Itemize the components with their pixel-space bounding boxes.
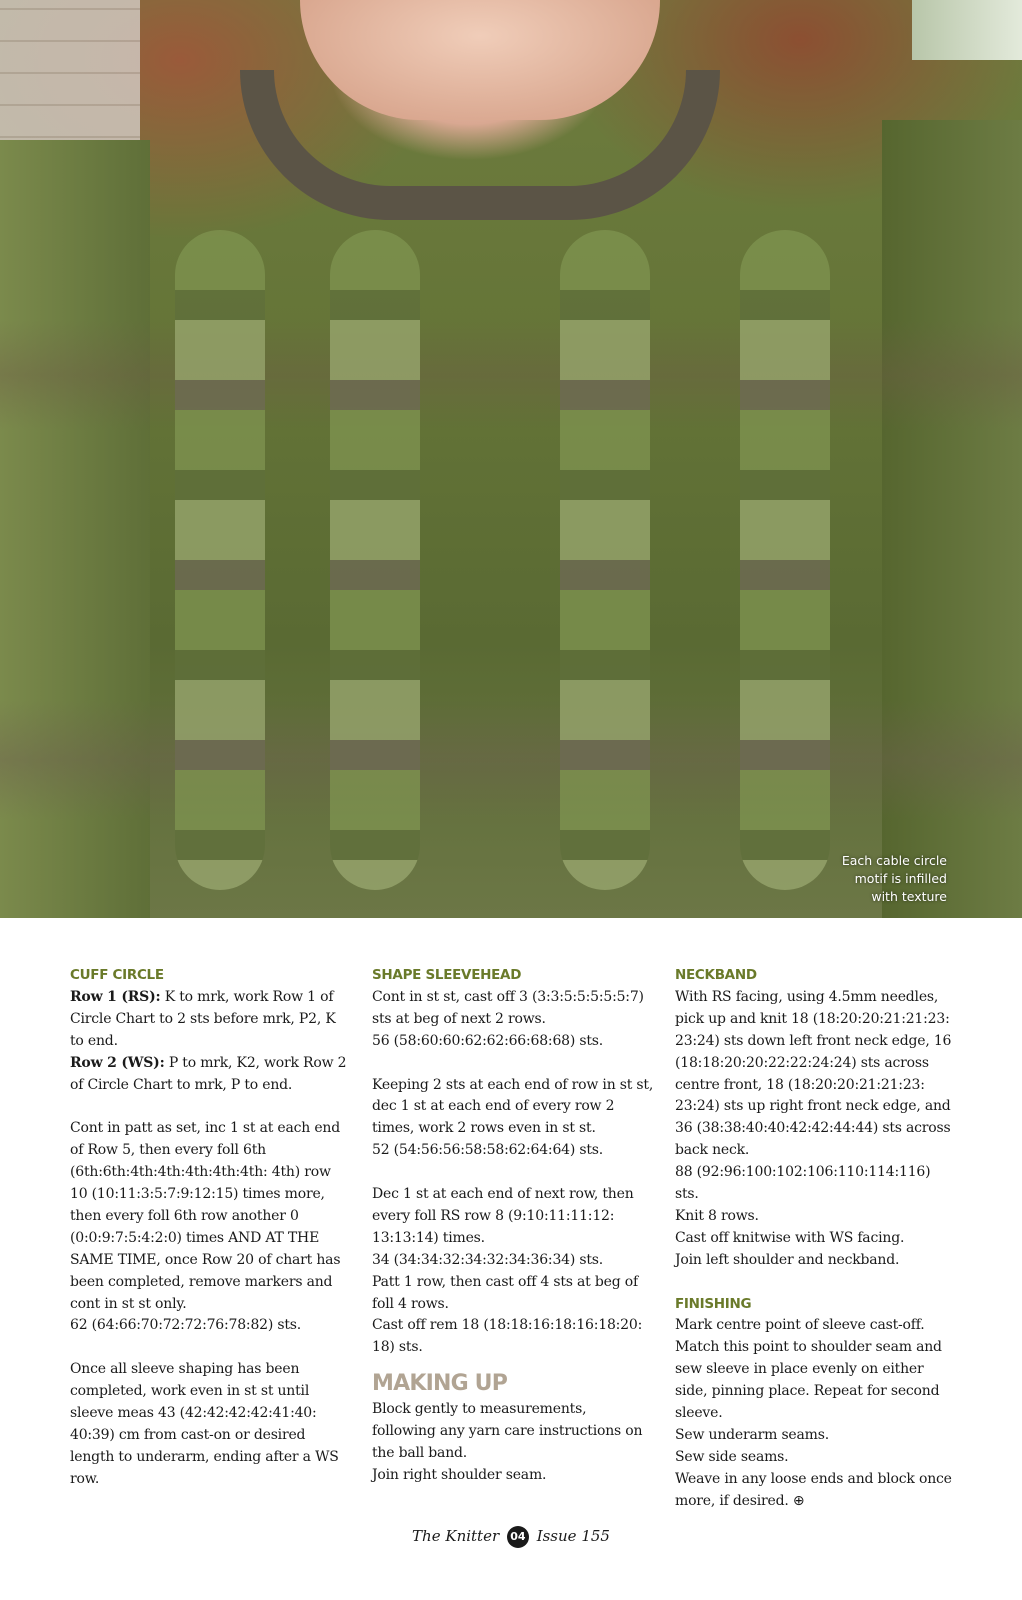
cable-column bbox=[740, 230, 830, 890]
row2-label: Row 2 (WS): bbox=[70, 1054, 165, 1071]
row1-label: Row 1 (RS): bbox=[70, 988, 161, 1005]
column-neckband-finishing bbox=[675, 965, 957, 1513]
cuff-circle-heading: CUFF CIRCLE bbox=[70, 967, 164, 983]
cable-column bbox=[330, 230, 420, 890]
column-sleevehead bbox=[372, 965, 654, 1487]
sleevehead-para-1: Cont in st st, cast off 3 (3:3:5:5:5:5:5:7) sts at beg of next 2 rows. 56 (58:60:60:62:62:66:68:68) sts. bbox=[372, 988, 644, 1049]
page-footer bbox=[0, 1526, 1022, 1548]
stripe-band-bottom bbox=[0, 700, 1022, 820]
row1-instruction bbox=[70, 987, 352, 1053]
sleevehead-para-3: Dec 1 st at each end of next row, then every foll RS row 8 (9:10:11:11:12: 13:13:14) times. 34 (34:34:32:34:32:34:36:34) sts. Patt 1 row, then cast off 4 sts at beg of foll 4 rows. Cast off rem 18 (18:18:16:18:16:18:20: 18) sts. bbox=[372, 1186, 643, 1356]
finishing-heading: FINISHING bbox=[675, 1295, 752, 1312]
shape-sleevehead-heading: SHAPE SLEEVEHEAD bbox=[372, 967, 522, 983]
window-background bbox=[912, 0, 1022, 60]
neckband-text: With RS facing, using 4.5mm needles, pick up and knit 18 (18:20:20:21:21:23: 23:24) sts down left front neck edge, 16 (18:18:20:20:22:22:24:24) sts across centre front, 18 (18:20:20:21:21:23: 23:24) sts up right front neck edge, and 36 (38:38:40:40:42:42:44:44) sts across back neck. 88 (92:96:100:102:106:110:114:116) sts. Knit 8 rows. Cast off knitwise with WS facing. Join left shoulder and neckband. bbox=[675, 988, 952, 1268]
row2-instruction bbox=[70, 1053, 352, 1097]
neckband-heading: NECKBAND bbox=[675, 967, 757, 983]
sleevehead-para-2: Keeping 2 sts at each end of row in st st, dec 1 st at each end of every row 2 times, work 2 rows even in st st. 52 (54:56:56:58:58:62:64:64) sts. bbox=[372, 1076, 654, 1159]
cable-column bbox=[175, 230, 265, 890]
page-number: 04 bbox=[507, 1526, 529, 1548]
end-mark-icon: ⊕ bbox=[792, 1492, 805, 1509]
sleeve-length-paragraph: Once all sleeve shaping has been completed, work even in st st until sleeve meas 43 (42:42:42:42:41:40: 40:39) cm from cast-on or desired length to underarm, ending after a WS row. bbox=[70, 1361, 339, 1487]
cuff-shaping-paragraph: Cont in patt as set, inc 1 st at each end of Row 5, then every foll 6th (6th:6th:4th:4th:4th:4th:4th: 4th) row 10 (10:11:3:5:7:9:12:15) times more, then every foll 6th row another 0 (0:0:9:7:5:4:2:0) times AND AT THE SAME TIME, once Row 20 of chart has been completed, remove markers and cont in st st only. 62 (64:66:70:72:72:76:78:82) sts. bbox=[70, 1120, 341, 1334]
finishing-paragraph bbox=[675, 1315, 957, 1512]
stripe-band-top bbox=[0, 320, 1022, 430]
issue-number: Issue 155 bbox=[536, 1527, 610, 1545]
photo-caption: Each cable circle motif is infilled with texture bbox=[841, 853, 947, 904]
sweater-neckband bbox=[240, 70, 720, 220]
finishing-text: Mark centre point of sleeve cast-off. Match this point to shoulder seam and sew sleeve in place evenly on either side, pinning place. Repeat for second sleeve. Sew underarm seams. Sew side seams. Weave in any loose ends and block once more, if desired. bbox=[675, 1317, 952, 1509]
making-up-text: Block gently to measurements, following any yarn care instructions on the ball band. Join right shoulder seam. bbox=[372, 1401, 643, 1483]
row1-text: K to mrk, work Row 1 of Circle Chart to 2 sts before mrk, P2, K to end. bbox=[70, 988, 336, 1049]
magazine-name: The Knitter bbox=[412, 1527, 500, 1545]
row2-text: P to mrk, K2, work Row 2 of Circle Chart to mrk, P to end. bbox=[70, 1054, 347, 1093]
making-up-heading: MAKING UP bbox=[372, 1371, 508, 1397]
column-cuff-circle bbox=[70, 965, 352, 1491]
cable-column bbox=[560, 230, 650, 890]
